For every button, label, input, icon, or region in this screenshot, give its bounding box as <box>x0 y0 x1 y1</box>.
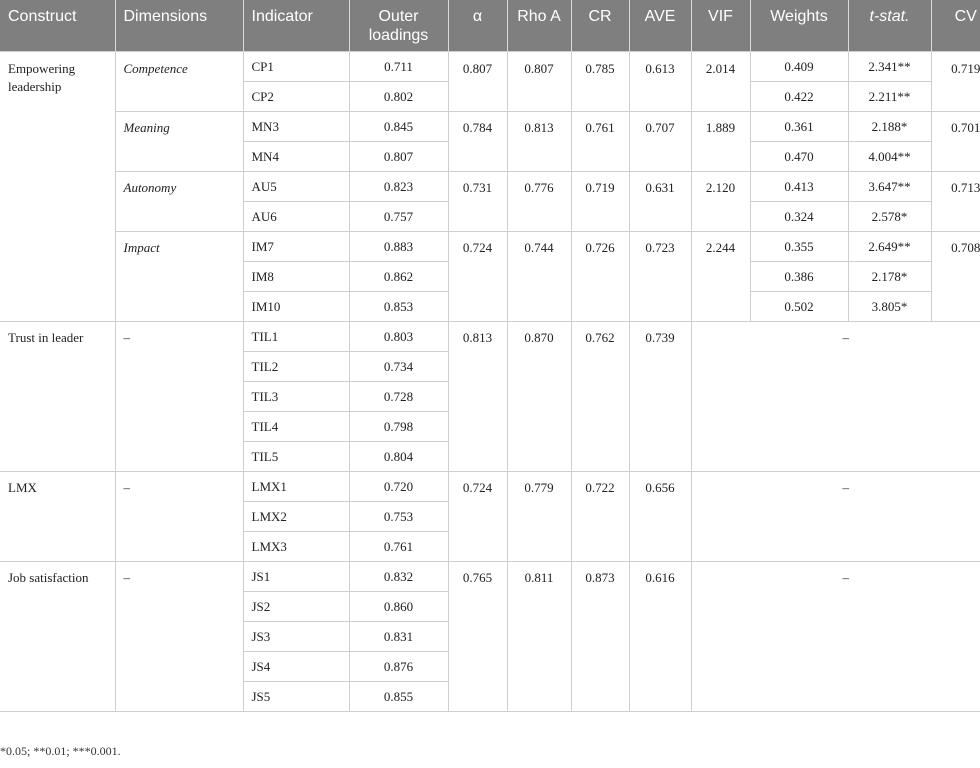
cv-cell: 0.713 <box>931 172 980 232</box>
rho-a-cell: 0.813 <box>507 112 571 172</box>
indicator-cell: JS4 <box>243 652 349 682</box>
table-row <box>0 172 980 202</box>
loading-cell: 0.845 <box>349 112 448 142</box>
indicator-cell: MN3 <box>243 112 349 142</box>
t-stat-cell: 2.341** <box>848 52 931 82</box>
t-stat-cell: 2.178* <box>848 262 931 292</box>
vif-cell: 2.014 <box>691 52 750 112</box>
table-row <box>0 562 980 592</box>
indicator-cell: JS1 <box>243 562 349 592</box>
alpha-cell: 0.724 <box>448 472 507 562</box>
indicator-cell: TIL2 <box>243 352 349 382</box>
indicator-cell: AU6 <box>243 202 349 232</box>
alpha-cell: 0.813 <box>448 322 507 472</box>
not-applicable-cell: – <box>691 562 980 712</box>
indicator-cell: TIL1 <box>243 322 349 352</box>
header-construct: Construct <box>0 0 115 52</box>
indicator-cell: MN4 <box>243 142 349 172</box>
cr-cell: 0.873 <box>571 562 629 712</box>
significance-footnote: *0.05; **0.01; ***0.001. <box>0 744 121 758</box>
dimension-cell: – <box>115 472 243 562</box>
indicator-cell: JS3 <box>243 622 349 652</box>
table-row <box>0 112 980 142</box>
indicator-cell: IM7 <box>243 232 349 262</box>
weight-cell: 0.409 <box>750 52 848 82</box>
construct-cell: Job satisfaction <box>0 562 115 712</box>
cv-cell: 0.708 <box>931 232 980 322</box>
table-row <box>0 52 980 82</box>
t-stat-cell: 3.647** <box>848 172 931 202</box>
cr-cell: 0.726 <box>571 232 629 322</box>
rho-a-cell: 0.811 <box>507 562 571 712</box>
construct-cell: Trust in leader <box>0 322 115 472</box>
dimension-cell: – <box>115 322 243 472</box>
loading-cell: 0.832 <box>349 562 448 592</box>
t-stat-cell: 2.649** <box>848 232 931 262</box>
cr-cell: 0.722 <box>571 472 629 562</box>
loading-cell: 0.720 <box>349 472 448 502</box>
header-vif: VIF <box>691 0 750 52</box>
weight-cell: 0.386 <box>750 262 848 292</box>
indicator-cell: IM10 <box>243 292 349 322</box>
loading-cell: 0.728 <box>349 382 448 412</box>
header-alpha: α <box>448 0 507 52</box>
cr-cell: 0.785 <box>571 52 629 112</box>
ave-cell: 0.656 <box>629 472 691 562</box>
rho-a-cell: 0.870 <box>507 322 571 472</box>
alpha-cell: 0.765 <box>448 562 507 712</box>
indicator-cell: TIL4 <box>243 412 349 442</box>
dimension-cell: Impact <box>115 232 243 322</box>
ave-cell: 0.631 <box>629 172 691 232</box>
alpha-cell: 0.724 <box>448 232 507 322</box>
loading-cell: 0.883 <box>349 232 448 262</box>
loading-cell: 0.734 <box>349 352 448 382</box>
cr-cell: 0.762 <box>571 322 629 472</box>
weight-cell: 0.413 <box>750 172 848 202</box>
header-weights: Weights <box>750 0 848 52</box>
rho-a-cell: 0.776 <box>507 172 571 232</box>
loading-cell: 0.711 <box>349 52 448 82</box>
t-stat-cell: 2.578* <box>848 202 931 232</box>
weight-cell: 0.355 <box>750 232 848 262</box>
dimension-cell: – <box>115 562 243 712</box>
loading-cell: 0.807 <box>349 142 448 172</box>
t-stat-cell: 2.188* <box>848 112 931 142</box>
ave-cell: 0.739 <box>629 322 691 472</box>
table-row <box>0 472 980 502</box>
cv-cell: 0.719 <box>931 52 980 112</box>
not-applicable-cell: – <box>691 322 980 472</box>
alpha-cell: 0.807 <box>448 52 507 112</box>
ave-cell: 0.723 <box>629 232 691 322</box>
rho-a-cell: 0.744 <box>507 232 571 322</box>
loading-cell: 0.862 <box>349 262 448 292</box>
construct-cell: Empowering leadership <box>0 52 115 322</box>
not-applicable-cell: – <box>691 472 980 562</box>
t-stat-cell: 2.211** <box>848 82 931 112</box>
indicator-cell: LMX1 <box>243 472 349 502</box>
indicator-cell: LMX2 <box>243 502 349 532</box>
header-cr: CR <box>571 0 629 52</box>
dimension-cell: Meaning <box>115 112 243 172</box>
header-cv: CV <box>931 0 980 52</box>
table-row <box>0 232 980 262</box>
weight-cell: 0.470 <box>750 142 848 172</box>
indicator-cell: CP2 <box>243 82 349 112</box>
loading-cell: 0.804 <box>349 442 448 472</box>
ave-cell: 0.616 <box>629 562 691 712</box>
loading-cell: 0.860 <box>349 592 448 622</box>
loading-cell: 0.798 <box>349 412 448 442</box>
header-rho-a: Rho A <box>507 0 571 52</box>
vif-cell: 1.889 <box>691 112 750 172</box>
indicator-cell: IM8 <box>243 262 349 292</box>
header-ave: AVE <box>629 0 691 52</box>
cr-cell: 0.761 <box>571 112 629 172</box>
loading-cell: 0.853 <box>349 292 448 322</box>
loading-cell: 0.876 <box>349 652 448 682</box>
indicator-cell: LMX3 <box>243 532 349 562</box>
dimension-cell: Autonomy <box>115 172 243 232</box>
weight-cell: 0.502 <box>750 292 848 322</box>
indicator-cell: JS5 <box>243 682 349 712</box>
header-outer-loadings: Outer loadings <box>349 0 448 52</box>
header-row <box>0 0 980 52</box>
t-stat-cell: 4.004** <box>848 142 931 172</box>
weight-cell: 0.361 <box>750 112 848 142</box>
indicator-cell: TIL3 <box>243 382 349 412</box>
loading-cell: 0.803 <box>349 322 448 352</box>
ave-cell: 0.613 <box>629 52 691 112</box>
vif-cell: 2.120 <box>691 172 750 232</box>
weight-cell: 0.422 <box>750 82 848 112</box>
weight-cell: 0.324 <box>750 202 848 232</box>
header-dimensions: Dimensions <box>115 0 243 52</box>
alpha-cell: 0.784 <box>448 112 507 172</box>
indicator-cell: TIL5 <box>243 442 349 472</box>
construct-cell: LMX <box>0 472 115 562</box>
alpha-cell: 0.731 <box>448 172 507 232</box>
loading-cell: 0.757 <box>349 202 448 232</box>
loading-cell: 0.855 <box>349 682 448 712</box>
indicator-cell: CP1 <box>243 52 349 82</box>
loading-cell: 0.753 <box>349 502 448 532</box>
loading-cell: 0.761 <box>349 532 448 562</box>
t-stat-cell: 3.805* <box>848 292 931 322</box>
header-t-stat: t-stat. <box>848 0 931 52</box>
cv-cell: 0.701 <box>931 112 980 172</box>
rho-a-cell: 0.807 <box>507 52 571 112</box>
ave-cell: 0.707 <box>629 112 691 172</box>
loading-cell: 0.831 <box>349 622 448 652</box>
header-indicator: Indicator <box>243 0 349 52</box>
indicator-cell: JS2 <box>243 592 349 622</box>
dimension-cell: Competence <box>115 52 243 112</box>
indicator-cell: AU5 <box>243 172 349 202</box>
vif-cell: 2.244 <box>691 232 750 322</box>
loading-cell: 0.802 <box>349 82 448 112</box>
loading-cell: 0.823 <box>349 172 448 202</box>
table-row <box>0 322 980 352</box>
cr-cell: 0.719 <box>571 172 629 232</box>
rho-a-cell: 0.779 <box>507 472 571 562</box>
